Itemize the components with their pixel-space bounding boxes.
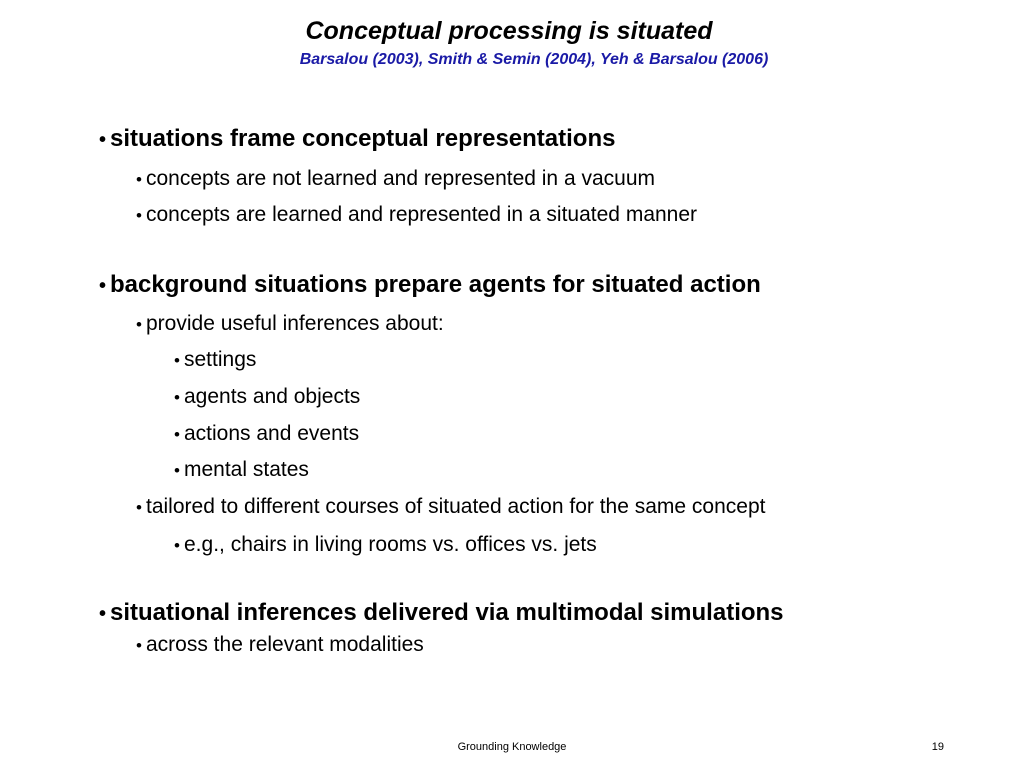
bullet-dot: •: [99, 275, 107, 297]
slide-title: Conceptual processing is situated: [305, 17, 713, 45]
bullet-dot: •: [136, 170, 142, 189]
sub-bullet-useful-inferences: [136, 311, 444, 338]
bullet-dot: •: [136, 206, 142, 225]
sub-bullet-relevant-modalities: [136, 632, 424, 659]
bullet-text: across the relevant modalities: [146, 633, 424, 656]
slide-subtitle-citations: Barsalou (2003), Smith & Semin (2004), Yeh & Barsalou (2006): [299, 51, 769, 68]
bullet-background-situations: [99, 271, 761, 300]
bullet-multimodal-simulations: [99, 599, 784, 628]
bullet-dot: •: [136, 498, 142, 517]
bullet-dot: •: [174, 351, 180, 370]
sub-bullet-tailored-action: [136, 494, 765, 521]
bullet-text: provide useful inferences about:: [146, 312, 444, 335]
bullet-dot: •: [99, 603, 107, 625]
sub-sub-bullet-mental-states: [174, 457, 309, 484]
bullet-text: situations frame conceptual representations: [110, 125, 616, 152]
bullet-text: actions and events: [184, 422, 360, 445]
slide-number: 19: [931, 741, 944, 753]
bullet-text: agents and objects: [184, 385, 361, 408]
bullet-text: mental states: [184, 458, 309, 481]
sub-sub-bullet-actions-events: [174, 421, 359, 448]
bullet-text: settings: [184, 348, 257, 371]
bullet-dot: •: [174, 461, 180, 480]
bullet-text: background situations prepare agents for situated action: [110, 271, 761, 298]
bullet-dot: •: [174, 536, 180, 555]
bullet-dot: •: [174, 388, 180, 407]
bullet-text: tailored to different courses of situated action for the same concept: [146, 495, 766, 518]
bullet-text: e.g., chairs in living rooms vs. offices vs. jets: [184, 533, 597, 556]
sub-bullet-situated-manner: [136, 202, 697, 229]
bullet-dot: •: [174, 425, 180, 444]
sub-sub-bullet-agents-objects: [174, 384, 360, 411]
bullet-text: situational inferences delivered via multimodal simulations: [110, 599, 784, 626]
bullet-dot: •: [136, 315, 142, 334]
sub-sub-bullet-settings: [174, 347, 256, 374]
bullet-text: concepts are learned and represented in a situated manner: [146, 203, 698, 226]
bullet-dot: •: [136, 636, 142, 655]
sub-bullet-not-vacuum: [136, 166, 655, 193]
footer-title: Grounding Knowledge: [457, 741, 567, 753]
bullet-dot: •: [99, 129, 107, 151]
bullet-situations-frame: [99, 125, 615, 154]
bullet-text: concepts are not learned and represented in a vacuum: [146, 167, 655, 190]
sub-sub-bullet-chairs-example: [174, 532, 597, 559]
